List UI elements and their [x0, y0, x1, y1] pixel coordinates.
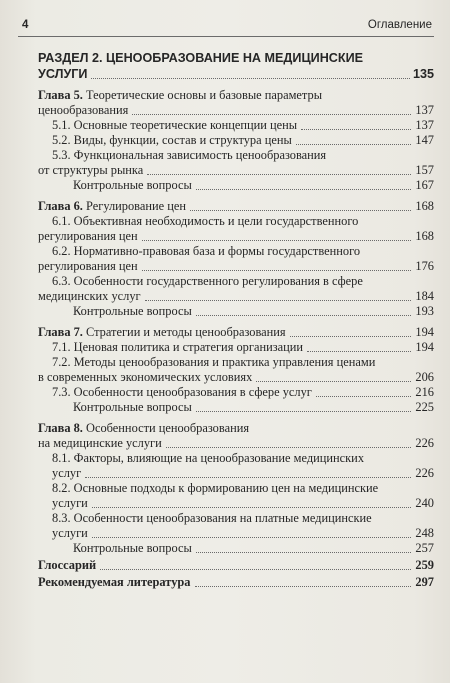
toc-entry-6-1[interactable] [38, 214, 434, 244]
page-ref: 193 [415, 304, 434, 318]
leader-dots [196, 189, 411, 190]
page-ref: 168 [415, 229, 434, 243]
page-ref: 135 [412, 67, 434, 81]
page-ref: 184 [415, 289, 434, 303]
toc-entry-5-1[interactable] [38, 118, 434, 133]
toc-entry-7-1[interactable] [38, 340, 434, 355]
section-title-line2: УСЛУГИ [38, 67, 88, 81]
page-ref: 194 [415, 340, 434, 354]
page-ref: 176 [415, 259, 434, 273]
entry-title-line2: регулирования цен [38, 229, 138, 243]
chapter-title: Регулирование цен [82, 199, 186, 213]
leader-dots [301, 129, 411, 130]
page-ref: 147 [415, 133, 434, 147]
leader-dots [132, 114, 411, 115]
toc-section-2[interactable] [38, 50, 434, 82]
leader-dots [196, 552, 411, 553]
leader-dots [196, 411, 411, 412]
entry-title: Контрольные вопросы [73, 178, 192, 192]
entry-title-line2: от структуры рынка [38, 163, 144, 177]
chapter-title-line2: на медицинские услуги [38, 436, 162, 450]
page-ref: 297 [415, 575, 434, 589]
entry-title-line2: услуги [52, 496, 88, 510]
toc-entry-8-3[interactable] [38, 511, 434, 541]
entry-title-line1: 8.1. Факторы, влияющие на ценообразование медицинских [52, 451, 365, 465]
toc-entry-8-2[interactable] [38, 481, 434, 511]
entry-title-line2: услуг [52, 466, 82, 480]
entry-title: Рекомендуемая литература [38, 575, 191, 589]
entry-title: 7.3. Особенности ценообразования в сфере услуг [52, 385, 312, 399]
entry-title: 5.2. Виды, функции, состав и структура цены [52, 133, 292, 147]
leader-dots [147, 174, 411, 175]
toc-review-questions-7[interactable] [38, 400, 434, 415]
chapter-title: Стратегии и методы ценообразования [82, 325, 286, 339]
entry-title-line2: в современных экономических условиях [38, 370, 253, 384]
chapter-label: Глава 8. [38, 421, 83, 435]
leader-dots [296, 144, 411, 145]
toc-glossary[interactable] [38, 558, 434, 573]
toc-entry-7-3[interactable] [38, 385, 434, 400]
toc-entry-5-3[interactable] [38, 148, 434, 178]
entry-title-line1: 6.3. Особенности государственного регулирования в сфере [52, 274, 363, 288]
leader-dots [316, 396, 411, 397]
toc-chapter-6[interactable] [38, 199, 434, 214]
toc-entry-7-2[interactable] [38, 355, 434, 385]
page-ref: 137 [415, 103, 434, 117]
leader-dots [190, 210, 411, 211]
entry-title-line1: 6.1. Объективная необходимость и цели государственного [52, 214, 359, 228]
toc-review-questions-8[interactable] [38, 541, 434, 556]
running-title: Оглавление [367, 19, 432, 31]
entry-title-line1: 6.2. Нормативно-правовая база и формы государственного [52, 244, 361, 258]
leader-dots [290, 336, 411, 337]
leader-dots [142, 240, 411, 241]
leader-dots [92, 537, 411, 538]
toc-entry-8-1[interactable] [38, 451, 434, 481]
toc-review-questions-5[interactable] [38, 178, 434, 193]
chapter-label: Глава 6. [38, 199, 83, 213]
page-ref: 137 [415, 118, 434, 132]
chapter-title-line1: Особенности ценообразования [82, 421, 250, 435]
page-ref: 157 [415, 163, 434, 177]
entry-title-line1: 7.2. Методы ценообразования и практика управления ценами [52, 355, 376, 369]
entry-title: Контрольные вопросы [73, 304, 192, 318]
chapter-title-line2: ценообразования [38, 103, 129, 117]
entry-title: 7.1. Ценовая политика и стратегия организации [52, 340, 304, 354]
entry-title: Глоссарий [38, 558, 97, 572]
entry-title-line1: 8.3. Особенности ценообразования на платные медицинские [52, 511, 372, 525]
page-ref: 257 [415, 541, 434, 555]
page-ref: 226 [415, 436, 434, 450]
toc-entry-6-2[interactable] [38, 244, 434, 274]
entry-title: 5.1. Основные теоретические концепции цены [52, 118, 298, 132]
entry-title-line2: регулирования цен [38, 259, 138, 273]
page-ref: 225 [415, 400, 434, 414]
toc-recommended-literature[interactable] [38, 575, 434, 590]
leader-dots [307, 351, 411, 352]
entry-title-line2: услуги [52, 526, 88, 540]
toc-chapter-7[interactable] [38, 325, 434, 340]
page-ref: 206 [415, 370, 434, 384]
entry-title-line2: медицинских услуг [38, 289, 141, 303]
chapter-title-line1: Теоретические основы и базовые параметры [82, 88, 323, 102]
page-ref: 259 [415, 558, 434, 572]
chapter-label: Глава 7. [38, 325, 83, 339]
leader-dots [195, 586, 412, 587]
chapter-label: Глава 5. [38, 88, 83, 102]
leader-dots [145, 300, 411, 301]
page-ref: 226 [415, 466, 434, 480]
leader-dots [92, 507, 411, 508]
entry-title-line1: 8.2. Основные подходы к формированию цен на медицинские [52, 481, 379, 495]
leader-dots [256, 381, 411, 382]
table-of-contents [38, 50, 434, 590]
page-ref: 167 [415, 178, 434, 192]
leader-dots [100, 569, 411, 570]
page-number: 4 [22, 19, 29, 31]
toc-review-questions-6[interactable] [38, 304, 434, 319]
leader-dots [166, 447, 411, 448]
page-ref: 240 [415, 496, 434, 510]
toc-chapter-5[interactable] [38, 88, 434, 118]
entry-title: Контрольные вопросы [73, 541, 192, 555]
toc-entry-5-2[interactable] [38, 133, 434, 148]
section-title-line1: РАЗДЕЛ 2. ЦЕНООБРАЗОВАНИЕ НА МЕДИЦИНСКИЕ [38, 51, 364, 65]
leader-dots [91, 78, 410, 79]
page-ref: 216 [415, 385, 434, 399]
page-ref: 248 [415, 526, 434, 540]
toc-chapter-8[interactable] [38, 421, 434, 451]
page-ref: 168 [415, 199, 434, 213]
toc-entry-6-3[interactable] [38, 274, 434, 304]
entry-title: Контрольные вопросы [73, 400, 192, 414]
leader-dots [196, 315, 411, 316]
page-ref: 194 [415, 325, 434, 339]
leader-dots [142, 270, 411, 271]
entry-title-line1: 5.3. Функциональная зависимость ценообразования [52, 148, 327, 162]
leader-dots [85, 477, 411, 478]
page-header [18, 16, 434, 37]
